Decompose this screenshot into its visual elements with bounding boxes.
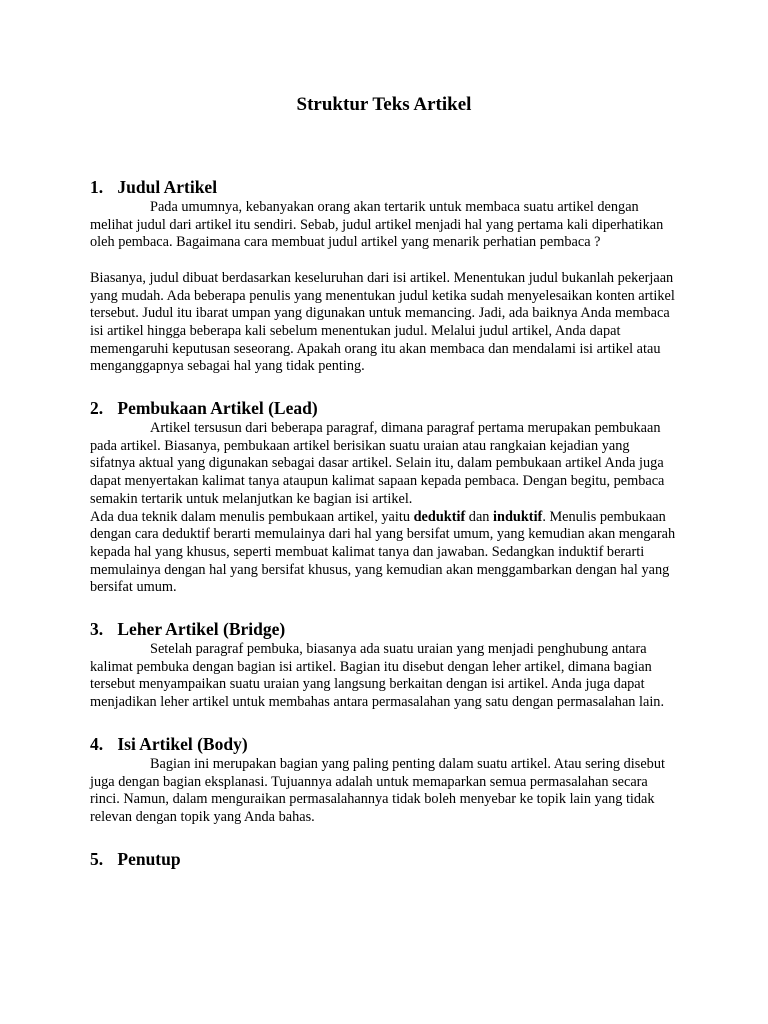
paragraph: Bagian ini merupakan bagian yang paling penting dalam suatu artikel. Atau sering disebut juga dengan bagian eksplanasi. Tujuannya adalah untuk memaparkan semua permasalahan secara rinci. Namun, dalam menguraikan permasalahannya tidak boleh menyebar ke topik lain yang tidak relevan dengan topik yang Anda bahas. bbox=[90, 755, 665, 825]
paragraph-techniques bbox=[90, 509, 678, 598]
section-title: Penutup bbox=[117, 848, 181, 869]
section-heading bbox=[90, 848, 678, 870]
section-leher-artikel bbox=[90, 618, 678, 712]
section-penutup bbox=[90, 848, 678, 870]
document-title: Struktur Teks Artikel bbox=[296, 94, 472, 115]
text-run: . Menulis pembukaan dengan cara deduktif berarti memulainya dari hal yang bersifat umum, yang kemudian akan mengarah kepada hal yang khusus, seperti membuat kalimat tanya dan jawaban. Sedangkan induktif berarti memulainya dengan hal yang bersifat khusus, yang kemudian akan menggambarkan dengan hal yang bersifat umum. bbox=[90, 508, 676, 596]
section-number: 5. bbox=[90, 848, 104, 869]
section-title: Isi Artikel (Body) bbox=[117, 733, 248, 754]
section-title: Leher Artikel (Bridge) bbox=[117, 619, 286, 640]
section-judul-artikel bbox=[90, 176, 678, 376]
section-number: 1. bbox=[90, 177, 104, 197]
text-run: Ada dua teknik dalam menulis pembukaan artikel, yaitu bbox=[90, 508, 414, 525]
section-title: Judul Artikel bbox=[117, 177, 218, 197]
section-heading bbox=[90, 397, 678, 419]
section-number: 3. bbox=[90, 619, 104, 640]
section-number: 4. bbox=[90, 733, 104, 754]
section-pembukaan-artikel bbox=[90, 397, 678, 597]
paragraph: Artikel tersusun dari beberapa paragraf, dimana paragraf pertama merupakan pembukaan pada artikel. Biasanya, pembukaan artikel berisikan suatu uraian atau rangkaian kejadian yang sifatnya aktual yang digunakan sebagai dasar artikel. Selain itu, dalam pembukaan artikel Anda juga dapat menyertakan kalimat tanya ataupun kalimat sapaan kepada pembaca. Dengan begitu, pembaca semakin tertarik untuk melanjutkan ke bagian isi artikel. bbox=[90, 420, 665, 507]
section-heading bbox=[90, 733, 678, 755]
paragraph: Setelah paragraf pembuka, biasanya ada suatu uraian yang menjadi penghubung antara kalimat pembuka dengan bagian isi artikel. Bagian itu disebut dengan leher artikel, dimana bagian tersebut menyampaikan suatu uraian yang langsung berkaitan dengan isi artikel. Anda juga dapat menjadikan leher artikel untuk membahas antara permasalahan yang satu dengan permasalahan lain. bbox=[90, 641, 665, 711]
section-isi-artikel bbox=[90, 733, 678, 827]
paragraph: Biasanya, judul dibuat berdasarkan keseluruhan dari isi artikel. Menentukan judul bukanlah pekerjaan yang mudah. Ada beberapa penulis yang menentukan judul ketika sudah menyelesaikan konten artikel tersebut. Judul itu ibarat umpan yang digunakan untuk memancing. Jadi, ada baiknya Anda membaca isi artikel hingga beberapa kali sebelum menentukan judul. Melalui judul artikel, Anda dapat memengaruhi keputusan seseorang. Apakah orang itu akan membaca dan mendalami isi artikel atau menganggapnya sebagai hal yang tidak penting. bbox=[90, 269, 675, 375]
section-heading bbox=[90, 176, 678, 198]
section-heading bbox=[90, 618, 678, 640]
term-deduktif: deduktif bbox=[413, 508, 466, 525]
text-run: dan bbox=[465, 508, 494, 525]
section-title: Pembukaan Artikel (Lead) bbox=[117, 398, 318, 419]
paragraph: Pada umumnya, kebanyakan orang akan tertarik untuk membaca suatu artikel dengan melihat judul dari artikel itu sendiri. Sebab, judul artikel menjadi hal yang pertama kali diperhatikan oleh pembaca. Bagaimana cara membuat judul artikel yang menarik perhatian pembaca ? bbox=[90, 199, 664, 251]
section-number: 2. bbox=[90, 398, 104, 419]
term-induktif: induktif bbox=[493, 508, 543, 525]
